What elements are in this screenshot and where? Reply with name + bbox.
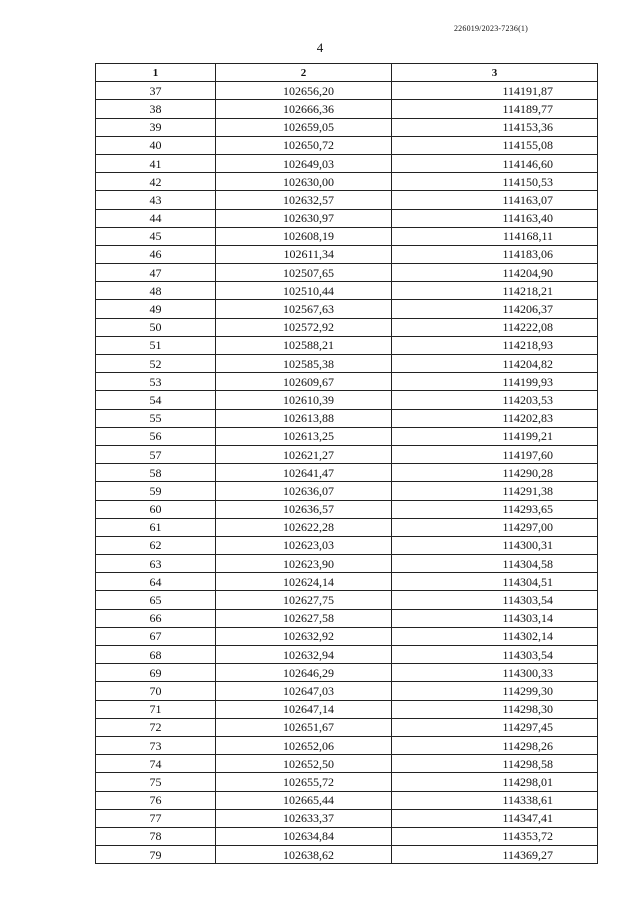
point-number-cell: 77	[96, 809, 216, 827]
point-number-cell: 46	[96, 245, 216, 263]
point-number-cell: 42	[96, 173, 216, 191]
table-row	[96, 154, 598, 172]
y-coordinate-cell: 114204,82	[392, 355, 598, 373]
table-row	[96, 336, 598, 354]
table-row	[96, 445, 598, 463]
table-row	[96, 736, 598, 754]
x-coordinate-cell: 102588,21	[216, 336, 392, 354]
point-number-cell: 60	[96, 500, 216, 518]
point-number-cell: 69	[96, 664, 216, 682]
table-row	[96, 318, 598, 336]
column-header-2: 2	[216, 64, 392, 82]
y-coordinate-cell: 114203,53	[392, 391, 598, 409]
x-coordinate-cell: 102609,67	[216, 373, 392, 391]
table-row	[96, 809, 598, 827]
y-coordinate-cell: 114168,11	[392, 227, 598, 245]
table-row	[96, 555, 598, 573]
table-row	[96, 391, 598, 409]
table-row	[96, 427, 598, 445]
table-row	[96, 773, 598, 791]
y-coordinate-cell: 114297,45	[392, 718, 598, 736]
table-row	[96, 609, 598, 627]
point-number-cell: 63	[96, 555, 216, 573]
table-row	[96, 846, 598, 864]
point-number-cell: 39	[96, 118, 216, 136]
x-coordinate-cell: 102627,58	[216, 609, 392, 627]
point-number-cell: 51	[96, 336, 216, 354]
table-row	[96, 191, 598, 209]
point-number-cell: 54	[96, 391, 216, 409]
table-row	[96, 300, 598, 318]
point-number-cell: 45	[96, 227, 216, 245]
table-row	[96, 118, 598, 136]
point-number-cell: 61	[96, 518, 216, 536]
x-coordinate-cell: 102651,67	[216, 718, 392, 736]
x-coordinate-cell: 102613,88	[216, 409, 392, 427]
table-row	[96, 500, 598, 518]
y-coordinate-cell: 114189,77	[392, 100, 598, 118]
y-coordinate-cell: 114304,58	[392, 555, 598, 573]
x-coordinate-cell: 102567,63	[216, 300, 392, 318]
x-coordinate-cell: 102632,94	[216, 646, 392, 664]
y-coordinate-cell: 114199,21	[392, 427, 598, 445]
y-coordinate-cell: 114347,41	[392, 809, 598, 827]
x-coordinate-cell: 102641,47	[216, 464, 392, 482]
y-coordinate-cell: 114298,01	[392, 773, 598, 791]
x-coordinate-cell: 102630,97	[216, 209, 392, 227]
x-coordinate-cell: 102622,28	[216, 518, 392, 536]
y-coordinate-cell: 114298,30	[392, 700, 598, 718]
table-row	[96, 700, 598, 718]
x-coordinate-cell: 102650,72	[216, 136, 392, 154]
point-number-cell: 66	[96, 609, 216, 627]
table-body	[96, 82, 598, 864]
point-number-cell: 62	[96, 536, 216, 554]
y-coordinate-cell: 114300,31	[392, 536, 598, 554]
point-number-cell: 41	[96, 154, 216, 172]
x-coordinate-cell: 102636,57	[216, 500, 392, 518]
x-coordinate-cell: 102659,05	[216, 118, 392, 136]
point-number-cell: 72	[96, 718, 216, 736]
table-row	[96, 264, 598, 282]
point-number-cell: 48	[96, 282, 216, 300]
x-coordinate-cell: 102510,44	[216, 282, 392, 300]
point-number-cell: 50	[96, 318, 216, 336]
y-coordinate-cell: 114338,61	[392, 791, 598, 809]
table-row	[96, 100, 598, 118]
y-coordinate-cell: 114299,30	[392, 682, 598, 700]
document-number: 226019/2023-7236(1)	[453, 24, 528, 33]
x-coordinate-cell: 102647,03	[216, 682, 392, 700]
header-row	[96, 64, 598, 82]
y-coordinate-cell: 114369,27	[392, 846, 598, 864]
x-coordinate-cell: 102636,07	[216, 482, 392, 500]
point-number-cell: 65	[96, 591, 216, 609]
x-coordinate-cell: 102611,34	[216, 245, 392, 263]
y-coordinate-cell: 114204,90	[392, 264, 598, 282]
point-number-cell: 76	[96, 791, 216, 809]
x-coordinate-cell: 102646,29	[216, 664, 392, 682]
x-coordinate-cell: 102623,90	[216, 555, 392, 573]
y-coordinate-cell: 114291,38	[392, 482, 598, 500]
x-coordinate-cell: 102623,03	[216, 536, 392, 554]
table-row	[96, 464, 598, 482]
x-coordinate-cell: 102613,25	[216, 427, 392, 445]
y-coordinate-cell: 114218,93	[392, 336, 598, 354]
point-number-cell: 52	[96, 355, 216, 373]
x-coordinate-cell: 102632,92	[216, 627, 392, 645]
x-coordinate-cell: 102647,14	[216, 700, 392, 718]
y-coordinate-cell: 114222,08	[392, 318, 598, 336]
table-row	[96, 409, 598, 427]
x-coordinate-cell: 102630,00	[216, 173, 392, 191]
x-coordinate-cell: 102666,36	[216, 100, 392, 118]
y-coordinate-cell: 114303,14	[392, 609, 598, 627]
point-number-cell: 73	[96, 736, 216, 754]
point-number-cell: 67	[96, 627, 216, 645]
table-row	[96, 82, 598, 100]
x-coordinate-cell: 102632,57	[216, 191, 392, 209]
table-row	[96, 482, 598, 500]
table-row	[96, 591, 598, 609]
x-coordinate-cell: 102655,72	[216, 773, 392, 791]
point-number-cell: 78	[96, 827, 216, 845]
coordinates-table	[95, 63, 598, 864]
table-row	[96, 355, 598, 373]
table-row	[96, 209, 598, 227]
table-row	[96, 627, 598, 645]
point-number-cell: 38	[96, 100, 216, 118]
point-number-cell: 47	[96, 264, 216, 282]
y-coordinate-cell: 114155,08	[392, 136, 598, 154]
y-coordinate-cell: 114202,83	[392, 409, 598, 427]
x-coordinate-cell: 102634,84	[216, 827, 392, 845]
x-coordinate-cell: 102572,92	[216, 318, 392, 336]
y-coordinate-cell: 114206,37	[392, 300, 598, 318]
x-coordinate-cell: 102652,06	[216, 736, 392, 754]
y-coordinate-cell: 114218,21	[392, 282, 598, 300]
table-row	[96, 664, 598, 682]
y-coordinate-cell: 114303,54	[392, 646, 598, 664]
point-number-cell: 58	[96, 464, 216, 482]
y-coordinate-cell: 114191,87	[392, 82, 598, 100]
y-coordinate-cell: 114300,33	[392, 664, 598, 682]
x-coordinate-cell: 102652,50	[216, 755, 392, 773]
table-row	[96, 755, 598, 773]
x-coordinate-cell: 102608,19	[216, 227, 392, 245]
y-coordinate-cell: 114183,06	[392, 245, 598, 263]
point-number-cell: 37	[96, 82, 216, 100]
y-coordinate-cell: 114293,65	[392, 500, 598, 518]
point-number-cell: 56	[96, 427, 216, 445]
table-row	[96, 282, 598, 300]
table-row	[96, 245, 598, 263]
table-row	[96, 373, 598, 391]
x-coordinate-cell: 102507,65	[216, 264, 392, 282]
table-row	[96, 682, 598, 700]
page-number: 4	[316, 40, 324, 55]
column-header-3: 3	[392, 64, 598, 82]
x-coordinate-cell: 102610,39	[216, 391, 392, 409]
table-row	[96, 136, 598, 154]
x-coordinate-cell: 102585,38	[216, 355, 392, 373]
table-row	[96, 573, 598, 591]
y-coordinate-cell: 114302,14	[392, 627, 598, 645]
point-number-cell: 64	[96, 573, 216, 591]
table-row	[96, 536, 598, 554]
y-coordinate-cell: 114163,07	[392, 191, 598, 209]
x-coordinate-cell: 102627,75	[216, 591, 392, 609]
y-coordinate-cell: 114290,28	[392, 464, 598, 482]
y-coordinate-cell: 114150,53	[392, 173, 598, 191]
table-row	[96, 646, 598, 664]
x-coordinate-cell: 102656,20	[216, 82, 392, 100]
point-number-cell: 57	[96, 445, 216, 463]
point-number-cell: 75	[96, 773, 216, 791]
table-row	[96, 827, 598, 845]
point-number-cell: 79	[96, 846, 216, 864]
table-row	[96, 718, 598, 736]
y-coordinate-cell: 114353,72	[392, 827, 598, 845]
point-number-cell: 74	[96, 755, 216, 773]
table-header	[96, 64, 598, 82]
y-coordinate-cell: 114199,93	[392, 373, 598, 391]
y-coordinate-cell: 114163,40	[392, 209, 598, 227]
y-coordinate-cell: 114298,58	[392, 755, 598, 773]
point-number-cell: 55	[96, 409, 216, 427]
x-coordinate-cell: 102665,44	[216, 791, 392, 809]
point-number-cell: 59	[96, 482, 216, 500]
x-coordinate-cell: 102621,27	[216, 445, 392, 463]
y-coordinate-cell: 114146,60	[392, 154, 598, 172]
point-number-cell: 40	[96, 136, 216, 154]
y-coordinate-cell: 114298,26	[392, 736, 598, 754]
column-header-1: 1	[96, 64, 216, 82]
y-coordinate-cell: 114304,51	[392, 573, 598, 591]
table-row	[96, 227, 598, 245]
point-number-cell: 70	[96, 682, 216, 700]
y-coordinate-cell: 114153,36	[392, 118, 598, 136]
x-coordinate-cell: 102633,37	[216, 809, 392, 827]
table-row	[96, 173, 598, 191]
x-coordinate-cell: 102624,14	[216, 573, 392, 591]
point-number-cell: 53	[96, 373, 216, 391]
table-row	[96, 518, 598, 536]
table-row	[96, 791, 598, 809]
x-coordinate-cell: 102638,62	[216, 846, 392, 864]
point-number-cell: 68	[96, 646, 216, 664]
point-number-cell: 49	[96, 300, 216, 318]
y-coordinate-cell: 114197,60	[392, 445, 598, 463]
y-coordinate-cell: 114303,54	[392, 591, 598, 609]
point-number-cell: 71	[96, 700, 216, 718]
x-coordinate-cell: 102649,03	[216, 154, 392, 172]
point-number-cell: 43	[96, 191, 216, 209]
point-number-cell: 44	[96, 209, 216, 227]
y-coordinate-cell: 114297,00	[392, 518, 598, 536]
